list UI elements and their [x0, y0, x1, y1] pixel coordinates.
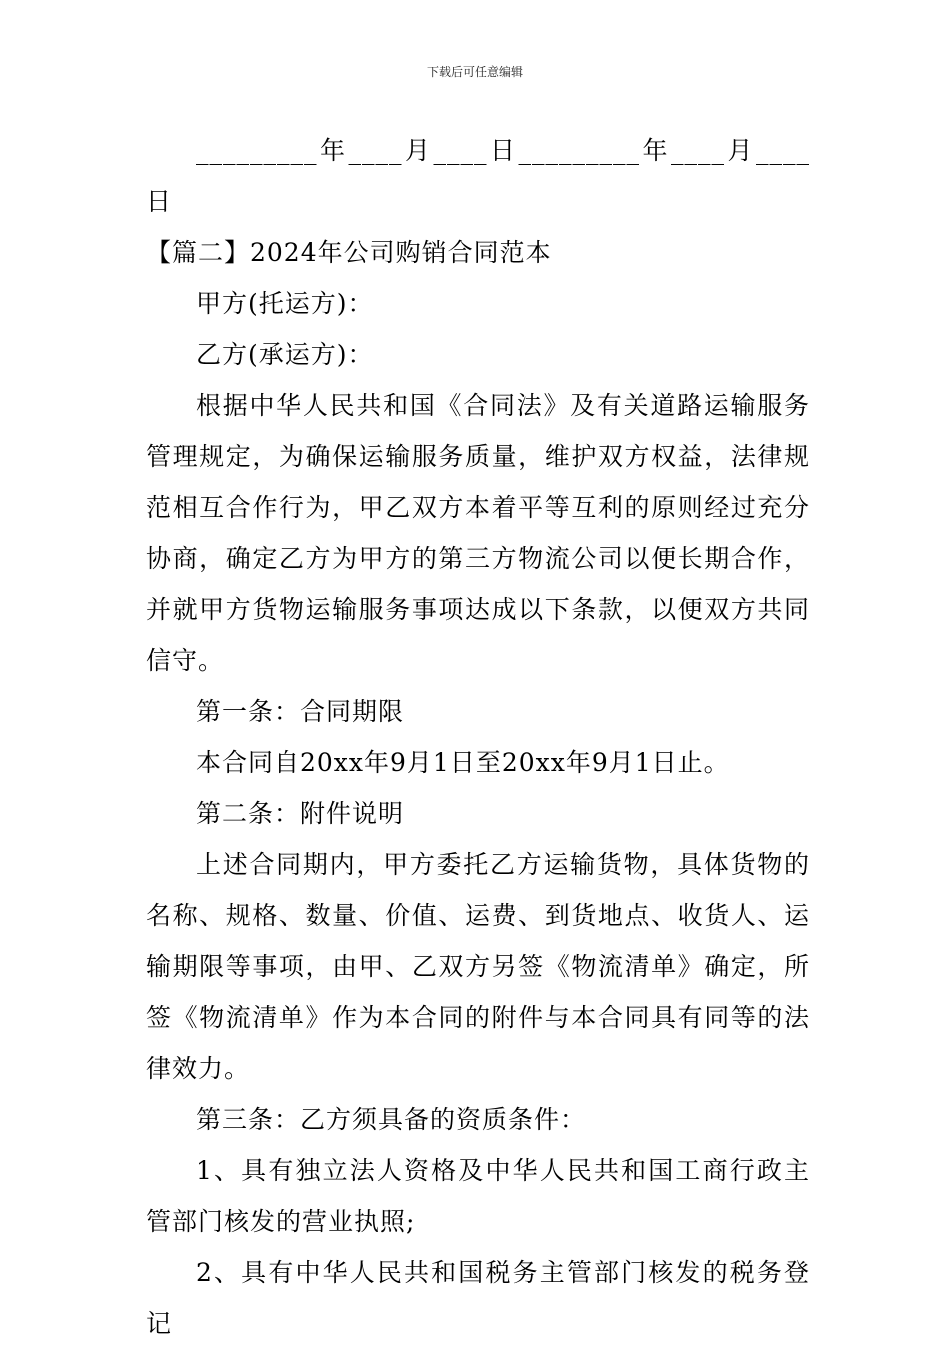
article1-title: 第一条：合同期限	[196, 697, 405, 726]
article3-title: 第三条：乙方须具备的资质条件：	[196, 1105, 587, 1134]
document-body	[146, 125, 810, 1349]
article3-item1: 1、具有独立法人资格及中华人民共和国工商行政主管部门核发的营业执照;	[146, 1156, 810, 1236]
intro-paragraph: 根据中华人民共和国《合同法》及有关道路运输服务管理规定，为确保运输服务质量，维护双方权益，法律规范相互合作行为，甲乙双方本着平等互利的原则经过充分协商，确定乙方为甲方的第三方物流公司以便长期合作，并就甲方货物运输服务事项达成以下条款，以便双方共同信守。	[146, 391, 810, 675]
article1-body: 本合同自20xx年9月1日至20xx年9月1日止。	[196, 748, 730, 777]
party-a-line: 甲方(托运方)：	[196, 289, 374, 318]
article2-title: 第二条：附件说明	[196, 799, 405, 828]
article2-body: 上述合同期内，甲方委托乙方运输货物，具体货物的名称、规格、数量、价值、运费、到货地点、收货人、运输期限等事项，由甲、乙双方另签《物流清单》确定，所签《物流清单》作为本合同的附件与本合同具有同等的法律效力。	[146, 850, 810, 1083]
party-b-line: 乙方(承运方)：	[196, 340, 374, 369]
date-line: _________年____月____日_________年____月____日	[146, 136, 810, 216]
header-note: 下载后可任意编辑	[426, 65, 523, 79]
document-title: 【篇二】2024年公司购销合同范本	[146, 238, 552, 267]
article3-item2: 2、具有中华人民共和国税务主管部门核发的税务登记	[146, 1258, 810, 1338]
